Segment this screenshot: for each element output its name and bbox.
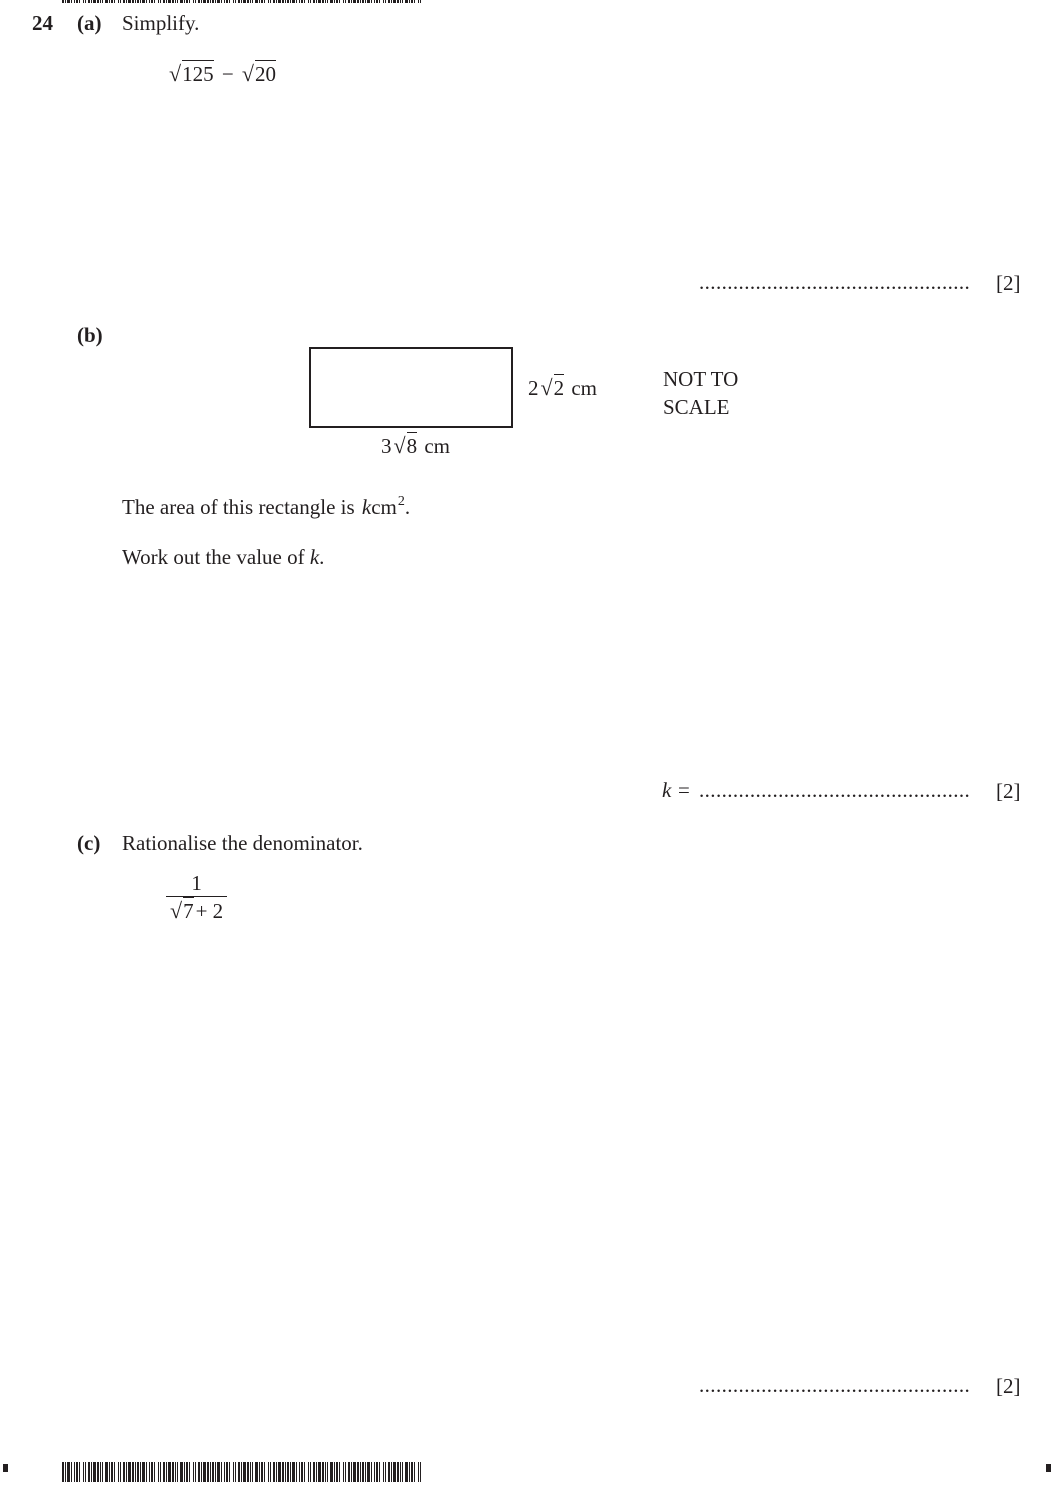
right-registration-mark (1046, 1464, 1051, 1472)
area-unit: cm (371, 495, 397, 519)
part-b-marks: [2] (996, 779, 1021, 803)
radicand-125: 125 (182, 62, 214, 86)
fraction-expression (166, 873, 227, 922)
fraction-numerator: 1 (191, 871, 202, 895)
part-a-label: (a) (77, 11, 102, 35)
part-b-answer-line[interactable]: ................................................ (699, 778, 971, 802)
height-coefficient: 2 (528, 376, 539, 400)
sqrt-symbol-icon: √ (393, 433, 406, 458)
minus-sign: − (221, 62, 234, 86)
area-end: . (404, 495, 411, 519)
sqrt-symbol-icon: √ (540, 375, 553, 400)
rectangle-height-label (528, 377, 597, 399)
rectangle-diagram (309, 347, 513, 428)
part-a-instruction: Simplify. (122, 11, 200, 35)
barcode-stripe (421, 1462, 423, 1482)
height-radicand: 2 (553, 376, 565, 400)
width-radicand: 8 (406, 434, 418, 458)
width-coefficient: 3 (381, 434, 392, 458)
barcode-stripe (421, 0, 423, 3)
fraction-denominator (166, 896, 227, 922)
sqrt-symbol-icon: √ (169, 61, 182, 86)
work-end: . (319, 545, 325, 569)
fraction (166, 873, 227, 922)
part-c-answer-line[interactable]: ................................................ (699, 1373, 971, 1397)
height-unit: cm (571, 376, 597, 400)
part-a-answer-line[interactable]: ................................................ (699, 270, 971, 294)
area-variable: k (361, 495, 372, 519)
part-c-marks: [2] (996, 1374, 1021, 1398)
rectangle-width-label (381, 435, 450, 457)
area-power: 2 (397, 494, 405, 509)
left-registration-mark (3, 1464, 8, 1472)
part-b-label: (b) (77, 323, 103, 347)
width-unit: cm (424, 434, 450, 458)
part-a-marks: [2] (996, 271, 1021, 295)
part-c-label: (c) (77, 831, 101, 855)
part-b-answer-prefix: k = (662, 778, 691, 802)
area-statement (122, 495, 410, 518)
area-text: The area of this rectangle is (122, 495, 355, 519)
work-text: Work out the value of (122, 545, 305, 569)
work-statement (122, 547, 324, 568)
not-to-scale-line-2: SCALE (663, 395, 730, 419)
question-number: 24 (32, 11, 53, 35)
top-barcode (62, 0, 423, 3)
radicand-20: 20 (255, 62, 276, 86)
bottom-barcode (62, 1462, 423, 1482)
work-variable: k (309, 545, 320, 569)
denominator-rest: + 2 (195, 899, 224, 923)
part-a-expression (169, 63, 276, 85)
part-c-instruction: Rationalise the denominator. (122, 831, 363, 855)
sqrt-symbol-icon: √ (241, 61, 254, 86)
sqrt-symbol-icon: √ (170, 898, 183, 923)
denominator-radicand: 7 (183, 899, 194, 923)
not-to-scale-line-1: NOT TO (663, 367, 739, 391)
